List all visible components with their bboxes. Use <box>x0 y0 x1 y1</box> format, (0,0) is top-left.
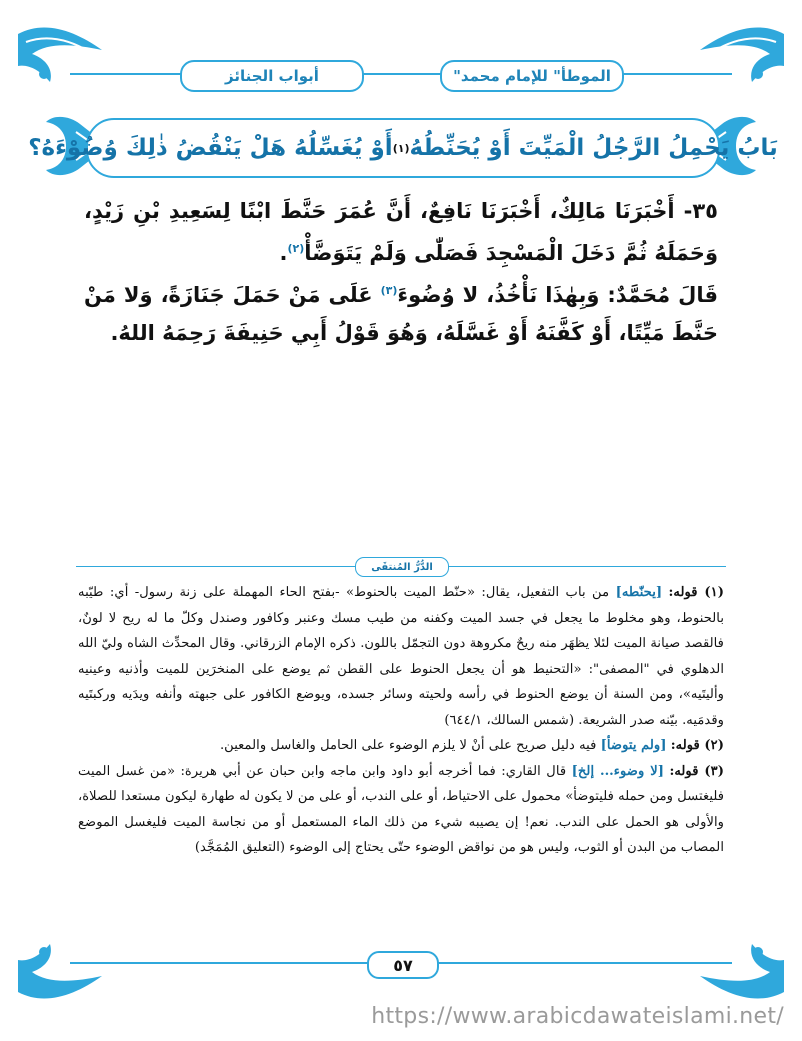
chapter-title-part2: أَوْ يُغَسِّلُهُ هَلْ يَنْقُضُ ذٰلِكَ وُضُوْءَهُ؟ <box>28 135 393 161</box>
footnote-text: قال القاري: فما أخرجه أبو داود وابن ماجه وابن حبان عن أبي هريرة: «من غسل الميت فليغتسل ومن حمله فليتوضأ» محمول على الاحتياط، أو على الندب، أو على من لا يكون له طهارة ليكون مستعدا للصلاة، والأولى هو الحمل على الندب. نعم! إن يصيبه شيء من ذلك الماء المستعمل أو من نجاسة الميت فليغسل الموضع المصاب من البدن أو الثوب، وليس هو من نواقض الوضوء حتّى يحتاج إلى الوضوء (التعليق المُمَجَّد) <box>78 763 724 855</box>
footnote-2 <box>78 733 724 759</box>
hadith-narration: أَخْبَرَنَا مَالِكٌ، أَخْبَرَنَا نَافِعٌ، أَنَّ عُمَرَ حَنَّطَ ابْنًا لِسَعِيدِ بْنِ زَيْدٍ، وَحَمَلَهُ ثُمَّ دَخَلَ الْمَسْجِدَ فَصَلّٰى وَلَمْ يَتَوَضَّأْ <box>84 199 718 265</box>
muhammad-statement: قَالَ مُحَمَّدٌ: وَبِهٰذَا نَأْخُذُ، لا وُضُوءَ <box>397 283 718 307</box>
hadith-end-mark: . <box>279 241 288 265</box>
footnote-section-tag <box>355 557 449 577</box>
section-title: أبواب الجنائز <box>225 67 319 85</box>
footnote-label: (٢) قوله: <box>670 738 724 753</box>
header-right-title <box>440 60 624 92</box>
muhammad-statement-cont: عَلَى مَنْ حَمَلَ جَنَازَةً، وَلا مَنْ حَنَّطَ مَيِّتًا، أَوْ كَفَّنَهُ أَوْ غَسَّلَهُ، وَهُوَ قَوْلُ أَبِي حَنِيفَةَ رَحِمَهُ اللهُ. <box>84 283 718 345</box>
page-number <box>367 951 439 979</box>
footnote-text: فيه دليل صريح على أنْ لا يلزم الوضوء على الحامل والغاسل والمعين. <box>219 738 601 753</box>
header-rule <box>70 73 732 75</box>
footnote-ref-3[interactable]: (٣) <box>380 284 398 297</box>
footnote-keyword: [لا وضوء... إلخ] <box>571 763 664 779</box>
footnote-label: (١) قوله: <box>668 585 724 600</box>
footnote-label: (٣) قوله: <box>669 763 725 779</box>
corner-ornament-top-left-icon <box>14 24 106 96</box>
footnote-ref-1[interactable]: (١) <box>392 141 410 155</box>
footnotes <box>78 580 724 861</box>
corner-ornament-bottom-left-icon <box>14 930 106 1002</box>
header-left-title <box>180 60 364 92</box>
hadith-paragraph-1 <box>84 192 718 272</box>
footnote-keyword: [ولم يتوضأ] <box>600 738 667 753</box>
page-number-text: ٥٧ <box>393 955 413 975</box>
hadith-text <box>84 192 718 352</box>
watermark-url[interactable]: https://www.arabicdawateislami.net/ <box>371 1004 784 1029</box>
footnote-text: من باب التفعيل، يقال: «حنّط الميت بالحنوط» -بفتح الحاء المهملة على زنة رسول- أي: طيّبه بالحنوط، وهو مخلوط ما يجعل في جسد الميت وكفنه من طيب مسك وعنبر وكافور وصندل وكلّ ما له ريح لا لونٌ، فالقصد صيانة الميت لئلا يظهَر منه ريحٌ مكروهة دون التجمّل باللون. ذكره الإمام الزرقاني. وقال المحدِّث الشاه وليّ الله الدهلوي في "المصفى": «التحنيط هو أن يجعل الحنوط على القطن ثم يوضع على المنخرَين للميت وأذنيه وعينيه وأليتَيه»، ومن السنة أن يوضع الحنوط في رأسه ولحيته وسائر جسده، ويوضع الكافور على جبهته وأنفه ويدَيه وركبتَيه وقدمَيه. بيّنه صدر الشريعة. (شمس السالك، ٦٤٤/١) <box>78 585 724 728</box>
hadith-paragraph-2 <box>84 272 718 352</box>
chapter-title-part1: بَابُ يَحْمِلُ الرَّجُلُ الْمَيِّتَ أَوْ يُحَنِّطُهُ <box>409 135 778 161</box>
footnote-3 <box>78 759 724 861</box>
corner-ornament-top-right-icon <box>696 24 788 96</box>
corner-ornament-bottom-right-icon <box>696 930 788 1002</box>
hadith-number: ٣٥- <box>683 199 718 223</box>
footnote-section-label: الدُّرُّ المُنتقَى <box>371 561 433 573</box>
footnote-keyword: [يحنّطه] <box>615 585 663 600</box>
book-title: "الموطأ" للإمام محمد <box>453 67 611 85</box>
footnote-1 <box>78 580 724 733</box>
chapter-title <box>28 118 778 178</box>
footnote-ref-2[interactable]: (٢) <box>287 242 305 255</box>
